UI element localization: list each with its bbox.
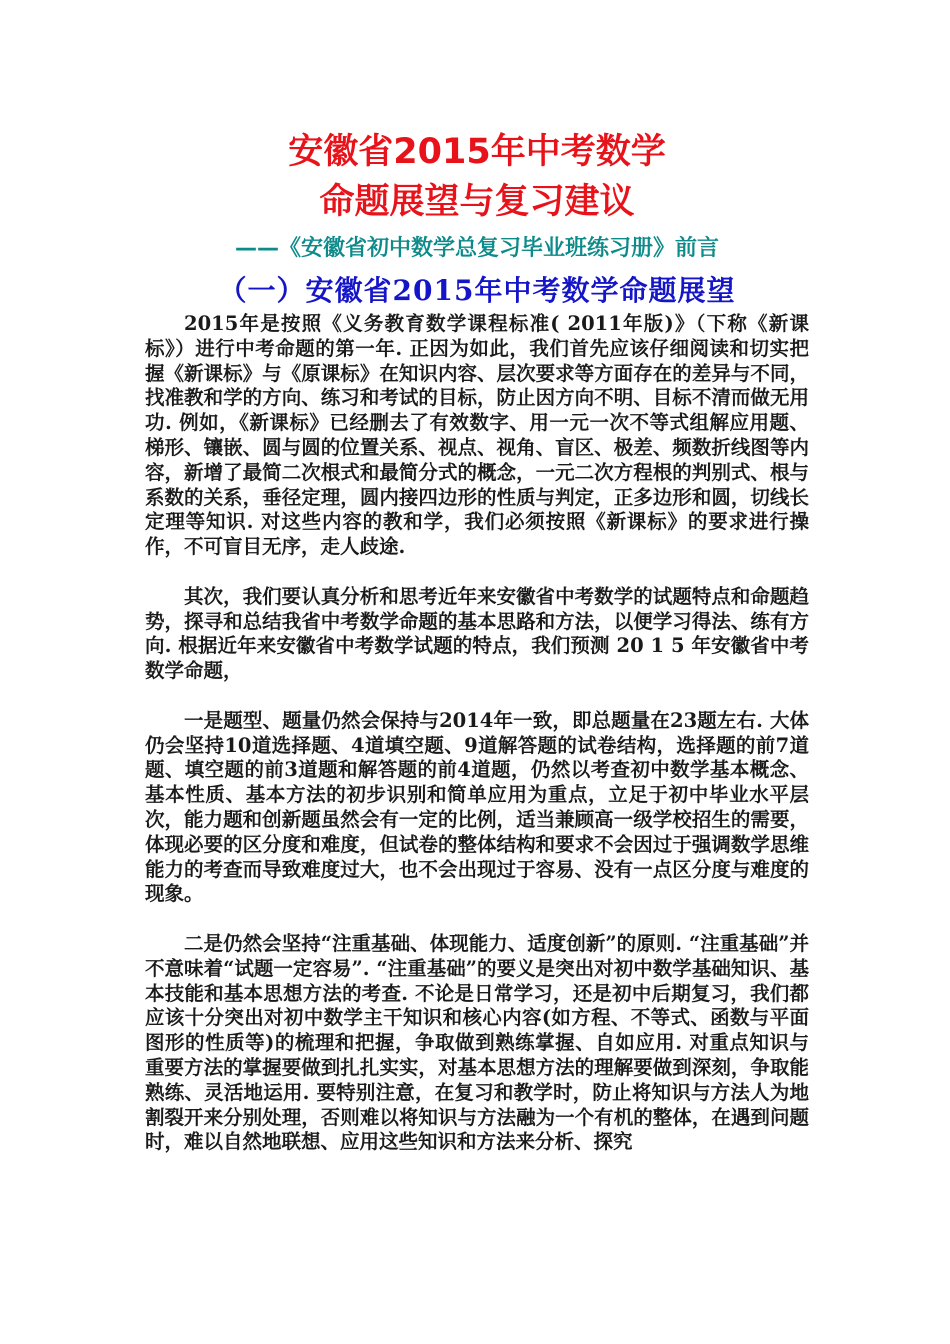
document-page xyxy=(145,128,809,1155)
document-subtitle: ——《安徽省初中数学总复习毕业班练习册》前言 xyxy=(234,236,719,261)
paragraph-intro: 2015年是按照《义务教育数学课程标准( 2011年版)》（下称《新课标》）进行中考命题的第一年. 正因为如此，我们首先应该仔细阅读和切实把握《新课标》与《原课标》在知识内容、层次要求等方面存在的差异与不同，找准教和学的方向、练习和考试的目标，防止因方向不明、目标不清而做无用功. 例如，《新课标》已经删去了有效数字、用一元一次不等式组解应用题、梯形、镶嵌、圆与圆的位置关系、视点、视角、盲区、极差、频数折线图等内容，新增了最简二次根式和最简分式的概念，一元二次方程根的判别式、根与系数的关系，垂径定理，圆内接四边形的性质与判定，正多边形和圆，切线长定理等知识. 对这些内容的教和学，我们必须按照《新课标》的要求进行操作，不可盲目无序，走人歧途. xyxy=(145,312,810,559)
section-heading: （一）安徽省2015年中考数学命题展望 xyxy=(218,274,736,307)
paragraph-point-one: 一是题型、题量仍然会保持与2014年一致，即总题量在23题左右. 大体仍会坚持10道选择题、4道填空题、9道解答题的试卷结构，选择题的前7道题、填空题的前3道题和解答题的前4道题，仍然以考查初中数学基本概念、基本性质、基本方法的初步识别和简单应用为重点，立足于初中毕业水平层次，能力题和创新题虽然会有一定的比例，适当兼顾高一级学校招生的需要，体现必要的区分度和难度，但试卷的整体结构和要求不会因过于强调数学思维能力的考查而导致难度过大，也不会出现过于容易、没有一点区分度与难度的现象。 xyxy=(145,708,809,906)
paragraph-spacer xyxy=(145,907,809,932)
paragraph-point-two: 二是仍然会坚持“注重基础、体现能力、适度创新”的原则. “注重基础”并不意味着“试题一定容易”. “注重基础”的要义是突出对初中数学基础知识、基本技能和基本思想方法的考查. 不论是日常学习，还是初中后期复习，我们都应该十分突出对初中数学主干知识和核心内容(如方程、不等式、函数与平面图形的性质等)的梳理和把握，争取做到熟练掌握、自如应用. 对重点知识与重要方法的掌握要做到扎扎实实，对基本思想方法的理解要做到深刻，争取能熟练、灵活地运用. 要特别注意，在复习和教学时，防止将知识与方法人为地割裂开来分别处理，否则难以将知识与方法融为一个有机的整体，在遇到问题时，难以自然地联想、应用这些知识和方法来分析、探究 xyxy=(145,931,809,1154)
document-title-line-2: 命题展望与复习建议 xyxy=(319,182,635,222)
document-title-line-1: 安徽省2015年中考数学 xyxy=(288,132,666,172)
paragraph-spacer xyxy=(145,560,809,585)
paragraph-second: 其次，我们要认真分析和思考近年来安徽省中考数学的试题特点和命题趋势，探寻和总结我省中考数学命题的基本思路和方法，以便学习得法、练有方向. 根据近年来安徽省中考数学试题的特点，我们预测 20 1 5 年安徽省中考数学命题， xyxy=(145,584,809,683)
paragraph-spacer xyxy=(145,684,809,709)
